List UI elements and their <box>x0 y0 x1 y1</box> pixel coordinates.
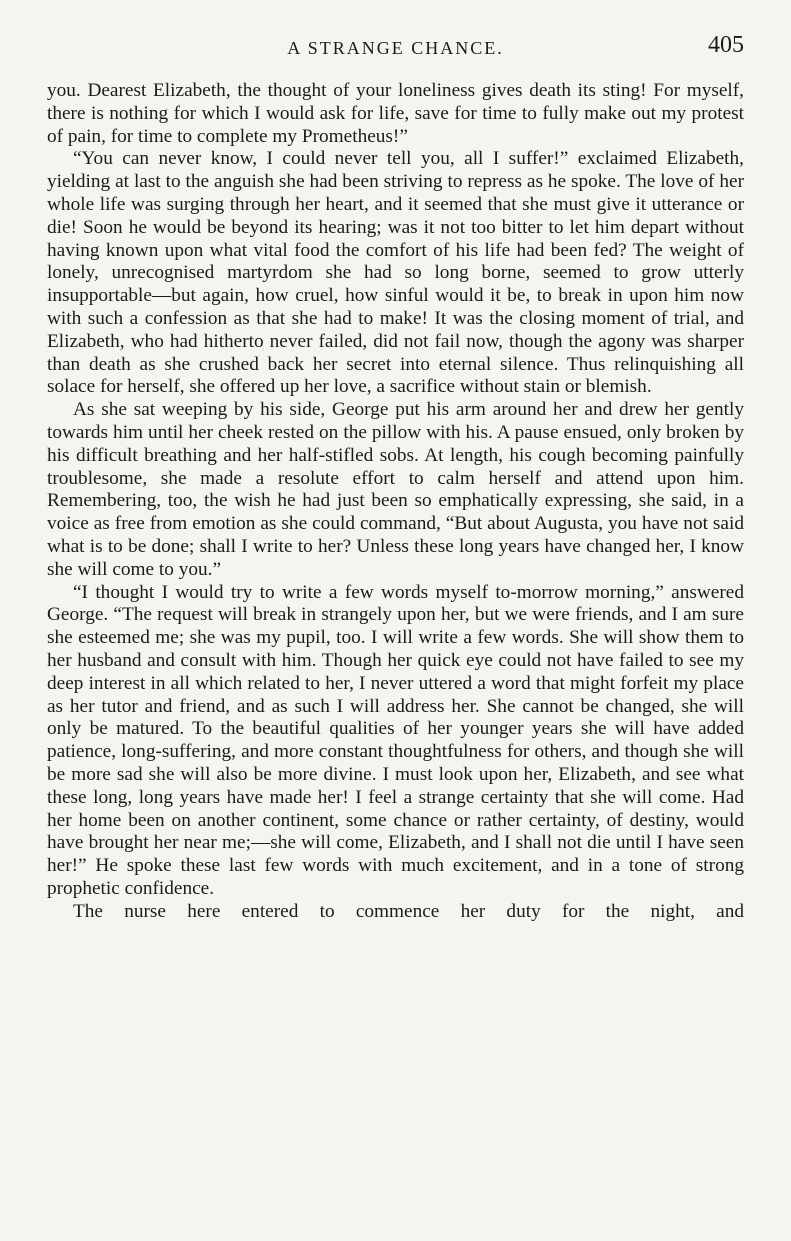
paragraph-1: you. Dearest Elizabeth, the thought of your loneliness gives death its sting! For myself, there is nothing for which I would ask for life, save for time to fully make out my protest of pain, for time to complete my Prometheus!” <box>47 80 744 147</box>
body-text <box>47 80 744 923</box>
paragraph-2: “You can never know, I could never tell you, all I suffer!” exclaimed Elizabeth, yielding at last to the anguish she had been striving to repress as he spoke. The love of her whole life was surging through her heart, and it seemed that she must give it utterance or die! Soon he would be beyond its hearing; was it not too bitter to let him depart without having known upon what vital food the comfort of his life had been fed? The weight of lonely, unrecognised martyrdom she had so long borne, seemed to grow utterly insupportable—but again, how cruel, how sinful would it be, to break in upon him now with such a confession as that she had to make! It was the closing moment of trial, and Elizabeth, who had hitherto never failed, did not fail now, though the agony was sharper than death as she crushed back her secret into eternal silence. Thus relinquishing all solace for herself, she offered up her love, a sacrifice without stain or blemish. <box>47 148 744 398</box>
page-header <box>47 30 744 72</box>
paragraph-3: As she sat weeping by his side, George put his arm around her and drew her gently towards him until her cheek rested on the pillow with his. A pause ensued, only broken by his difficult breathing and her half-stifled sobs. At length, his cough becoming painfully troublesome, she made a resolute effort to calm herself and attend upon him. Remembering, too, the wish he had just been so emphatically expressing, she said, in a voice as free from emotion as she could command, “But about Augusta, you have not said what is to be done; shall I write to her? Unless these long years have changed her, I know she will come to you.” <box>47 399 744 580</box>
paragraph-5: The nurse here entered to commence her duty for the night, and <box>73 900 744 922</box>
book-page <box>47 30 744 923</box>
page-number: 405 <box>708 32 744 58</box>
paragraph-4: “I thought I would try to write a few words myself to-morrow morning,” answered George. “The request will break in strangely upon her, but we were friends, and I am sure she esteemed me; she was my pupil, too. I will write a few words. She will show them to her husband and consult with him. Though her quick eye could not have failed to see my deep interest in all which related to her, I never uttered a word that might forfeit my place as her tutor and friend, and as such I will address her. She cannot be changed, she will only be matured. To the beautiful qualities of her younger years she will have added patience, long-suffering, and more constant thoughtfulness for others, and though she will be more sad she will also be more divine. I must look upon her, Elizabeth, and see what these long, long years have made her! I feel a strange certainty that she will come. Had her home been on another continent, some chance or rather certainty, of destiny, would have brought her near me;—she will come, Elizabeth, and I shall not die until I have seen her!” He spoke these last few words with much excitement, and in a tone of strong prophetic confidence. <box>47 581 744 899</box>
running-title: A STRANGE CHANCE. <box>287 38 504 58</box>
